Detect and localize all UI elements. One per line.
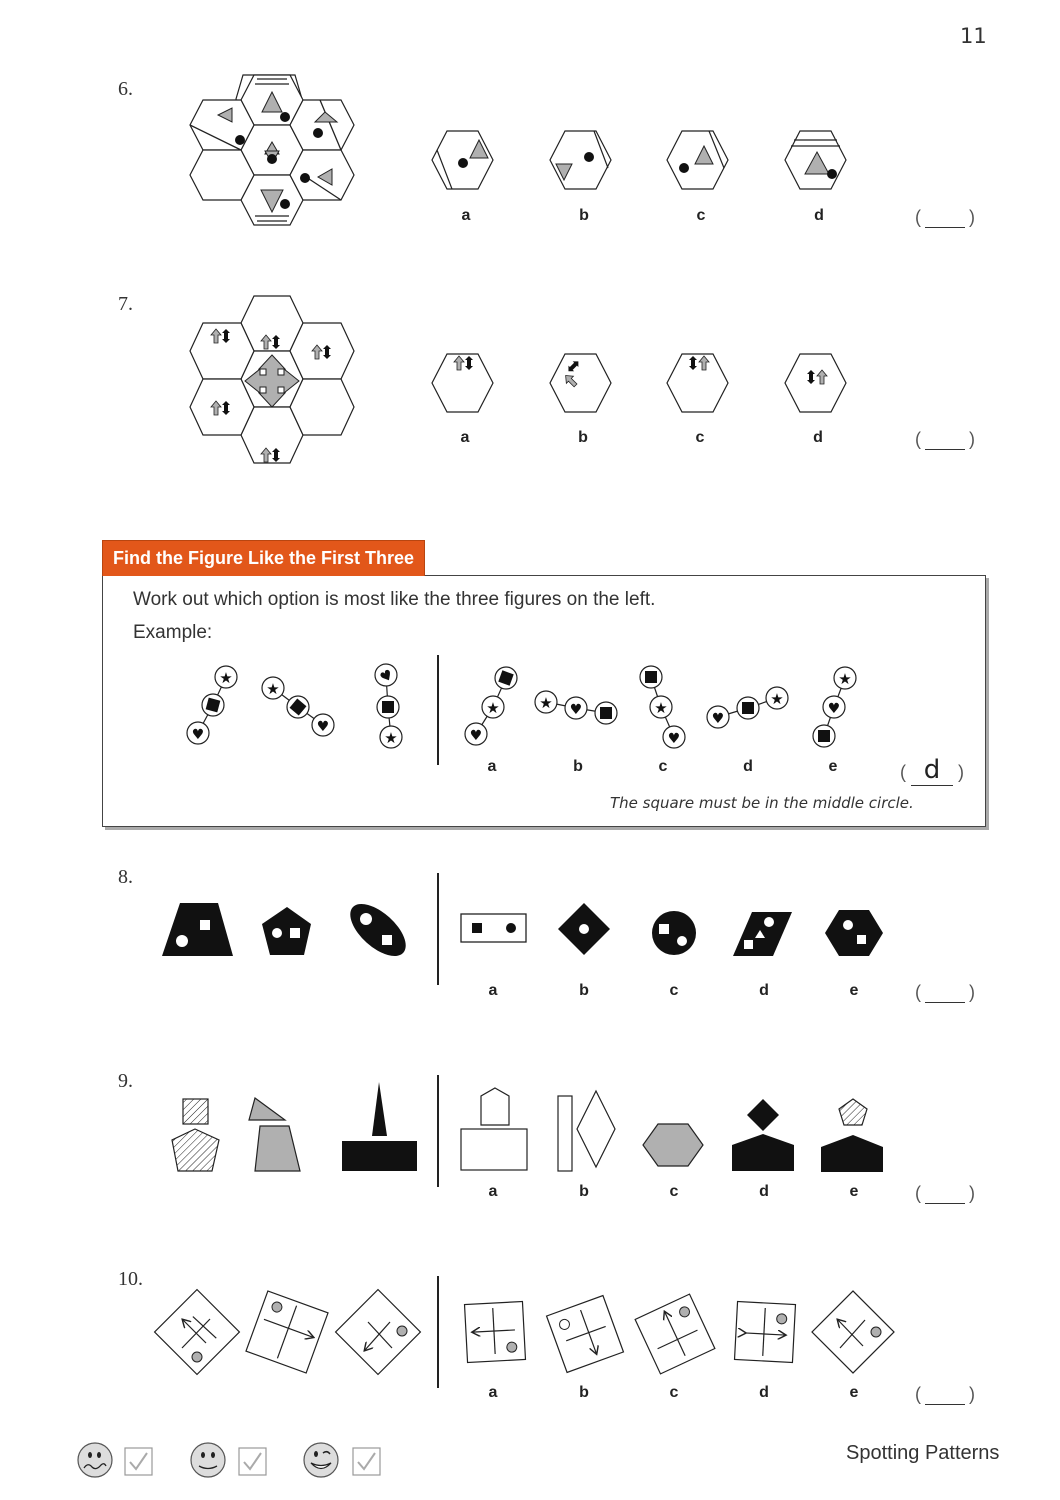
q10-option-e[interactable]: e — [849, 1384, 859, 1401]
q6-option-b-figure — [550, 131, 611, 189]
svg-text:♥: ♥ — [316, 719, 330, 735]
checkbox-1 — [125, 1448, 152, 1475]
example-answer-value: d — [923, 755, 941, 785]
paren-close: ) — [969, 429, 975, 449]
q6-option-d[interactable]: d — [814, 207, 824, 224]
q9-option-e[interactable]: e — [849, 1183, 859, 1200]
paren-open: ( — [915, 429, 921, 449]
example-label: Example: — [133, 622, 213, 643]
q7-hexagon-grid — [185, 293, 360, 473]
checkbox-2 — [239, 1448, 266, 1475]
q8-option-a[interactable]: a — [488, 982, 498, 999]
checkbox-3 — [353, 1448, 380, 1475]
q10-given-figures — [150, 1285, 430, 1385]
q6-answer-field[interactable] — [915, 207, 975, 228]
answer-blank[interactable] — [925, 1185, 965, 1204]
section-instruction: Work out which option is most like the three figures on the left. — [133, 589, 656, 610]
q7-option-d[interactable]: d — [813, 429, 823, 446]
example-answer — [900, 755, 964, 786]
svg-text:★: ★ — [539, 694, 553, 712]
q9-option-figures — [455, 1085, 895, 1175]
q6-option-a[interactable]: a — [461, 207, 471, 224]
q8-option-d[interactable]: d — [759, 982, 769, 999]
q10-option-figures — [455, 1290, 905, 1380]
example-explanation: The square must be in the middle circle. — [610, 794, 914, 812]
svg-text:★: ★ — [266, 680, 280, 698]
svg-text:♥: ♥ — [377, 666, 397, 687]
answer-blank[interactable] — [925, 1386, 965, 1405]
q9-option-a[interactable]: a — [488, 1183, 498, 1200]
answer-blank[interactable] — [925, 984, 965, 1003]
q10-option-d[interactable]: d — [759, 1384, 769, 1401]
example-option-b: b — [573, 758, 583, 775]
answer-blank[interactable] — [925, 431, 965, 450]
answer-blank[interactable] — [925, 209, 965, 228]
svg-text:♥: ♥ — [827, 701, 841, 717]
q9-divider — [437, 1075, 439, 1187]
example-option-e: e — [828, 758, 838, 775]
q7-answer-field[interactable] — [915, 429, 975, 450]
neutral-face-icon — [191, 1443, 225, 1477]
q6-options-figures — [432, 128, 852, 193]
paren-open: ( — [915, 1183, 921, 1203]
svg-text:★: ★ — [219, 669, 233, 687]
question-number-6: 6. — [118, 78, 133, 100]
svg-text:★: ★ — [486, 699, 500, 717]
footer-section-title: Spotting Patterns — [846, 1442, 1000, 1464]
self-assessment — [75, 1440, 395, 1482]
q6-option-b[interactable]: b — [579, 207, 589, 224]
section-title-tab: Find the Figure Like the First Three — [102, 540, 425, 576]
example-answer-value-wrap — [911, 755, 953, 786]
example-option-d: d — [743, 758, 753, 775]
example-option-figures — [458, 660, 868, 750]
q8-divider — [437, 873, 439, 985]
q7-option-b[interactable]: b — [578, 429, 588, 446]
q10-option-b[interactable]: b — [579, 1384, 589, 1401]
example-divider — [437, 655, 439, 765]
svg-text:★: ★ — [838, 670, 852, 688]
page-number: 11 — [960, 24, 987, 48]
q9-given-figures — [165, 1078, 425, 1178]
svg-text:♥: ♥ — [711, 711, 725, 727]
paren-close: ) — [969, 207, 975, 227]
paren-open: ( — [900, 762, 906, 782]
q10-divider — [437, 1276, 439, 1388]
q7-option-a[interactable]: a — [460, 429, 470, 446]
svg-text:★: ★ — [654, 699, 668, 717]
svg-text:♥: ♥ — [569, 702, 583, 718]
q10-answer-field[interactable] — [915, 1384, 975, 1405]
paren-open: ( — [915, 207, 921, 227]
happy-wink-face-icon — [304, 1443, 338, 1477]
paren-close: ) — [958, 762, 965, 782]
example-given-figures — [180, 655, 420, 755]
q8-given-figures — [160, 900, 410, 960]
example-option-a: a — [487, 758, 497, 775]
q9-answer-field[interactable] — [915, 1183, 975, 1204]
q7-options-figures — [432, 352, 852, 414]
question-number-10: 10. — [118, 1268, 143, 1290]
paren-open: ( — [915, 1384, 921, 1404]
question-number-8: 8. — [118, 866, 133, 888]
svg-text:♥: ♥ — [191, 727, 205, 743]
svg-text:★: ★ — [770, 690, 784, 708]
q9-option-c[interactable]: c — [669, 1183, 679, 1200]
q8-option-figures — [455, 900, 895, 960]
paren-close: ) — [969, 1384, 975, 1404]
q7-option-c[interactable]: c — [695, 429, 705, 446]
example-option-c: c — [658, 758, 668, 775]
q6-hexagon-grid — [185, 70, 360, 250]
paren-close: ) — [969, 1183, 975, 1203]
question-number-7: 7. — [118, 293, 133, 315]
paren-close: ) — [969, 982, 975, 1002]
sad-face-icon — [78, 1443, 112, 1477]
q8-option-e[interactable]: e — [849, 982, 859, 999]
svg-text:★: ★ — [384, 729, 398, 747]
q6-option-c[interactable]: c — [696, 207, 706, 224]
q8-option-b[interactable]: b — [579, 982, 589, 999]
q9-option-b[interactable]: b — [579, 1183, 589, 1200]
q9-option-d[interactable]: d — [759, 1183, 769, 1200]
svg-text:♥: ♥ — [469, 728, 483, 744]
paren-open: ( — [915, 982, 921, 1002]
q10-option-a[interactable]: a — [488, 1384, 498, 1401]
q8-option-c[interactable]: c — [669, 982, 679, 999]
q8-answer-field[interactable] — [915, 982, 975, 1003]
svg-text:♥: ♥ — [667, 731, 681, 747]
question-number-9: 9. — [118, 1070, 133, 1092]
q10-option-c[interactable]: c — [669, 1384, 679, 1401]
